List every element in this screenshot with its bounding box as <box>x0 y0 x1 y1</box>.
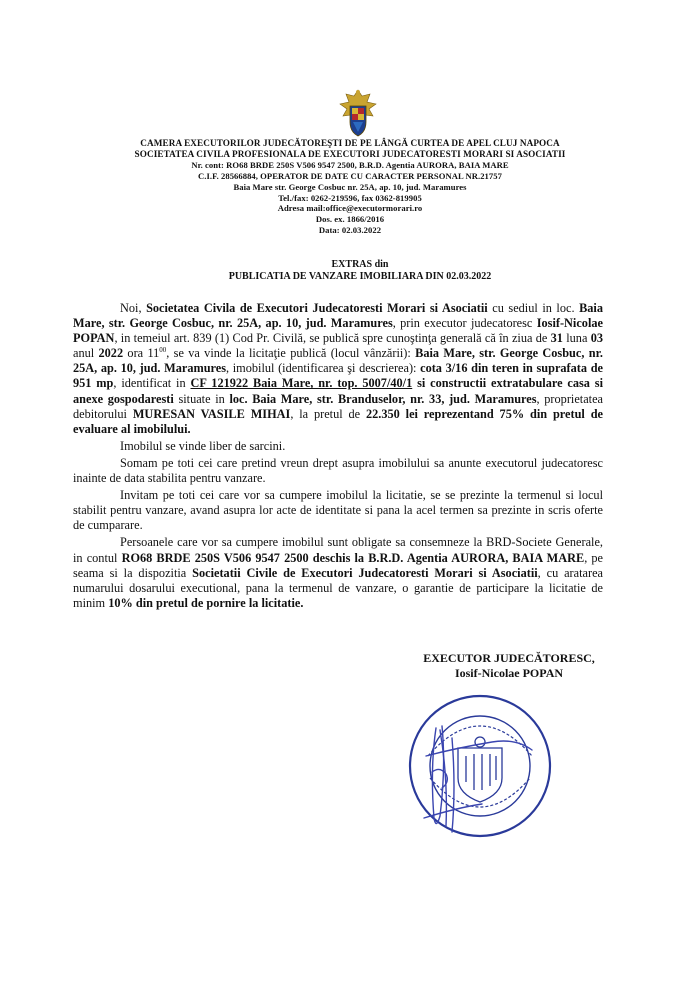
title-line-2: PUBLICATIA DE VANZARE IMOBILIARA DIN 02.03.2022 <box>228 271 492 282</box>
handwritten-signature-icon <box>396 708 546 838</box>
company-name: SOCIETATEA CIVILA PROFESIONALA DE EXECUTORI JUDECATORESTI MORARI SI ASOCIATII <box>134 148 566 159</box>
paragraph-summons: Somam pe toti cei care pretind vreun drept asupra imobilului sa anunte executorul judecatoresc inainte de data stabilita pentru vanzare. <box>73 455 603 486</box>
paragraph-encumbrances: Imobilul se vinde liber de sarcini. <box>120 438 286 453</box>
document-body <box>73 301 603 611</box>
letterhead <box>80 138 620 236</box>
coat-of-arms-icon <box>336 86 380 140</box>
signature-block <box>404 651 614 680</box>
bank-account: Nr. cont: RO68 BRDE 250S V506 9547 2500, B.R.D. Agentia AURORA, BAIA MARE <box>191 159 509 170</box>
phone-fax: Tel./fax: 0262-219596, fax 0362-819905 <box>278 192 422 203</box>
title-line-1: EXTRAS din <box>331 259 389 270</box>
paragraph-invitation: Invitam pe toti cei care vor sa cumpere imobilul la licitatie, se se prezinte la termenul si locul stabilit pentru vanzare, avand asupra lor acte de identitate si pana la acel termen sa prezinte in scris oferte de cumparare. <box>73 488 603 533</box>
address: Baia Mare str. George Cosbuc nr. 25A, ap. 10, jud. Maramures <box>233 181 467 192</box>
document-date: Data: 02.03.2022 <box>318 225 382 236</box>
file-number: Dos. ex. 1866/2016 <box>315 214 385 225</box>
paragraph-sale-announcement: Noi, Societatea Civila de Executori Judecatoresti Morari si Asociatii cu sediul in loc. Baia Mare, str. George Cosbuc, nr. 25A, ap. 10, jud. Maramures, prin executor judecatoresc Iosif-Nicolae POPAN, in temeiul art. 839 (1) Cod Pr. Civilă, se publică spre cunoştinţa generală că în ziua de 31 luna 03 anul 2022 ora $11^{00}$, se va vinde la licitaţie publică (locul vânzării): Baia Mare, str. George Cosbuc, nr. 25A, ap. 10, jud. Maramures, imobilul (identificarea şi descrierea): cota 3/16 din teren in suprafata de 951 mp, identificat in CF 121922 Baia Mare, nr. top. 5007/40/1 si constructii extratabulare casa si anexe gospodaresti situate in loc. Baia Mare, str. Branduselor, nr. 33, jud. Maramures, proprietatea debitorului MURESAN VASILE MIHAI, la pretul de 22.350 lei reprezentand 75% din pretul de evaluare al imobilului. <box>73 301 604 436</box>
paragraph-guarantee: Persoanele care vor sa cumpere imobilul sunt obligate sa consemneze la BRD-Societe Generale, in contul RO68 BRDE 250S V506 9547 2500 deschis la B.R.D. Agentia AURORA, BAIA MARE, pe seama si la dispozitia Societatii Civile de Executori Judecatoresti Morari si Asociatii, cu aratarea numarului dosarului executional, pana la termenul de vanzare, o garantie de participare la licitatie de minim 10% din pretul de pornire la licitatie. <box>73 535 603 610</box>
signer-name: Iosif-Nicolae POPAN <box>454 665 564 680</box>
signer-role: EXECUTOR JUDECĂTORESC, <box>423 651 595 665</box>
chamber-name: CAMERA EXECUTORILOR JUDECĂTOREŞTI DE PE LÂNGĂ CURTEA DE APEL CLUJ NAPOCA <box>140 138 560 148</box>
email: Adresa mail:office@executormorari.ro <box>277 203 423 214</box>
document-title <box>100 259 620 283</box>
fiscal-code: C.I.F. 28566884, OPERATOR DE DATE CU CARACTER PERSONAL NR.21757 <box>198 170 502 181</box>
